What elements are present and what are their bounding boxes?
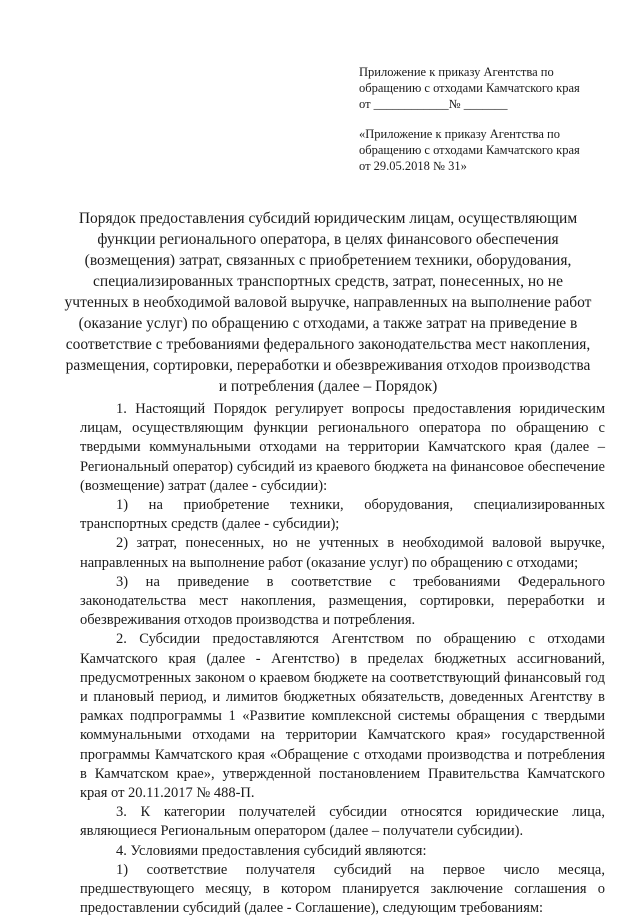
header-line: обращению с отходами Камчатского края — [359, 143, 580, 157]
paragraph: 1) на приобретение техники, оборудования, специализированных транспортных средств (далее - субсидии); — [80, 497, 605, 533]
previous-approval-header — [359, 126, 609, 174]
paragraph: 1) соответствие получателя субсидий на первое число месяца, предшествующего месяцу, в котором планируется заключение соглашения о предоставлении субсидий (далее - Соглашение), следующим требованиям: — [80, 861, 605, 917]
approval-header — [359, 64, 609, 112]
header-line: от 29.05.2018 № 31» — [359, 159, 467, 173]
paragraph: 2) затрат, понесенных, но не учтенных в необходимой валовой выручке, направленных на выполнение работ (оказание услуг) по обращению с отходами; — [80, 535, 605, 571]
paragraph: 3. К категории получателей субсидии относятся юридические лица, являющиеся Региональным оператором (далее – получатели субсидии). — [80, 804, 605, 840]
header-line: «Приложение к приказу Агентства по — [359, 127, 560, 141]
header-line: от ____________№ _______ — [359, 97, 508, 111]
paragraph: 2. Субсидии предоставляются Агентством по обращению с отходами Камчатского края (далее - Агентство) в пределах бюджетных ассигнований, предусмотренных законом о краевом бюджете на соответствующий финансовый год и плановый период, и лимитов бюджетных обязательств, доведенных Агентству в рамках подпрограммы 1 «Развитие комплексной системы обращения с твердыми коммунальными отходами на территории Камчатского края» государственной программы Камчатского края «Обращение с отходами производства и потребления в Камчатском крае», утвержденной постановлением Правительства Камчатского края от 20.11.2017 № 488-П. — [80, 631, 605, 802]
document-title: Порядок предоставления субсидий юридическим лицам, осуществляющим функции регионального оператора, в целях финансового обеспечения (возмещения) затрат, связанных с приобретением техники, оборудования, специализированных транспортных средств, затрат, понесенных, но не учтенных в необходимой валовой выручке, направленных на выполнение работ (оказание услуг) по обращению с отходами, а также затрат на приведение в соответствие с требованиями федерального законодательства мест накопления, размещения, сортировки, переработки и обезвреживания отходов производства и потребления (далее – Порядок) — [64, 210, 592, 395]
paragraph: 1. Настоящий Порядок регулирует вопросы предоставления юридическим лицам, осуществляющим функции регионального оператора по обращению с твердыми коммунальными отходами на территории Камчатского края (далее – Региональный оператор) субсидий из краевого бюджета на финансовое обеспечение (возмещение) затрат (далее - субсидии): — [80, 401, 605, 494]
document-body — [80, 400, 605, 918]
paragraph: 3) на приведение в соответствие с требованиями Федерального законодательства мест накопления, размещения, сортировки, переработки и обезвреживания отходов производства и потребления. — [80, 573, 605, 629]
header-line: обращению с отходами Камчатского края — [359, 81, 580, 95]
paragraph: 4. Условиями предоставления субсидий являются: — [116, 842, 427, 859]
header-line: Приложение к приказу Агентства по — [359, 65, 554, 79]
